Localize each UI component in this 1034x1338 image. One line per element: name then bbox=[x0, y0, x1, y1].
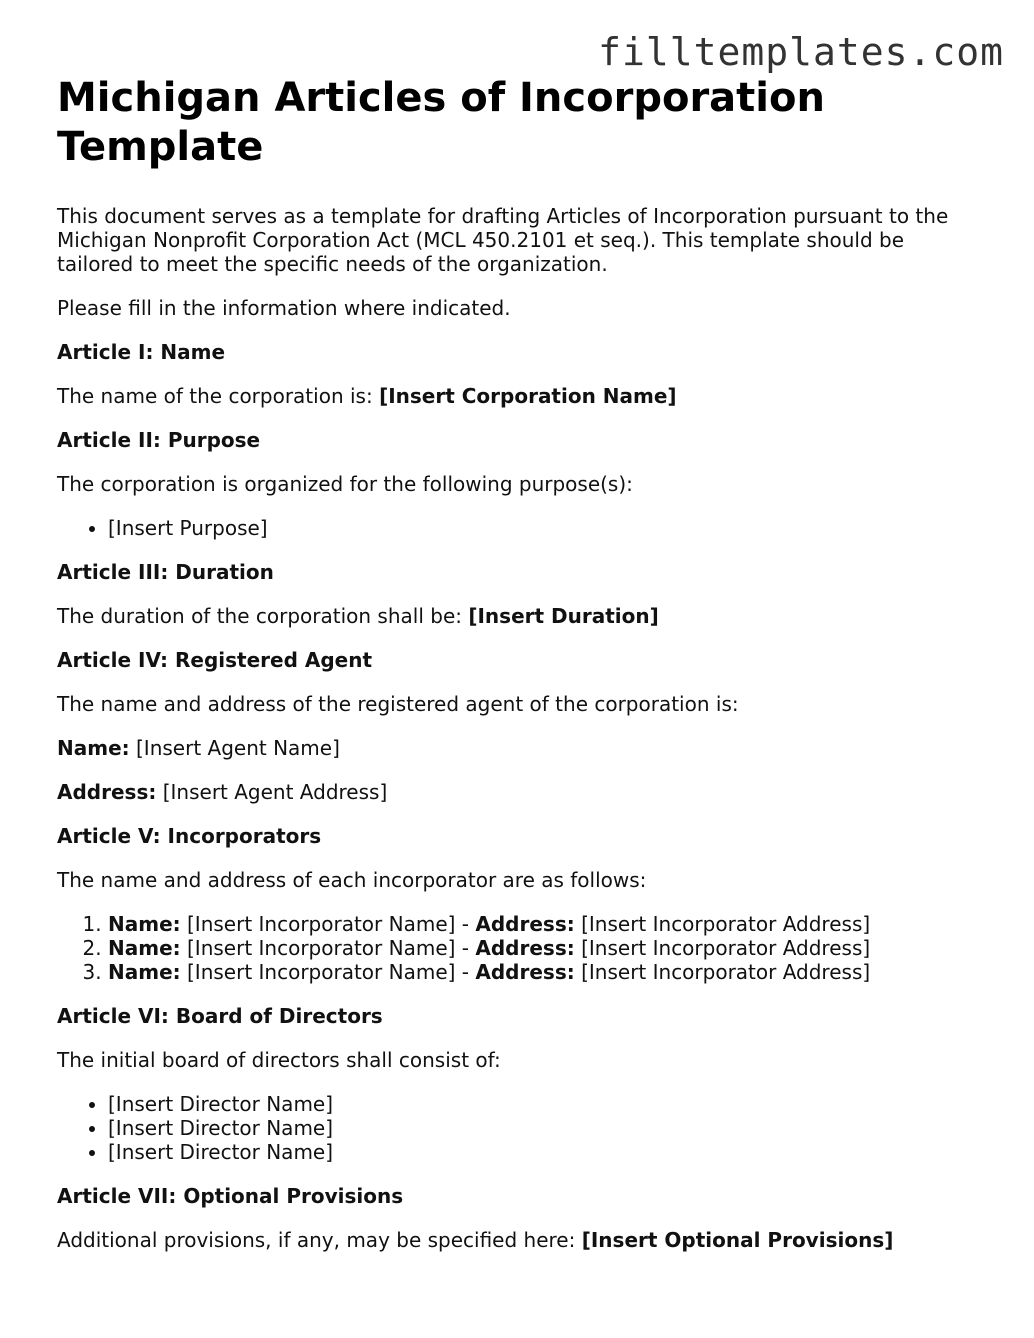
article-3-text: The duration of the corporation shall be: [Insert Duration] bbox=[57, 604, 659, 628]
list-item: 2. Name: [Insert Incorporator Name] - Address: [Insert Incorporator Address] bbox=[108, 936, 977, 960]
article-1-text: The name of the corporation is: [Insert Corporation Name] bbox=[57, 384, 677, 408]
agent-address-line bbox=[57, 780, 977, 804]
incorporator-list bbox=[57, 912, 977, 984]
list-item: • [Insert Purpose] bbox=[108, 516, 977, 540]
article-5-title: Article V: Incorporators bbox=[57, 824, 322, 848]
article-3-placeholder: [Insert Duration] bbox=[468, 604, 659, 628]
list-item: • [Insert Director Name] bbox=[108, 1140, 977, 1164]
list-item: 1. Name: [Insert Incorporator Name] - Address: [Insert Incorporator Address] bbox=[108, 912, 977, 936]
article-4-text: The name and address of the registered agent of the corporation is: bbox=[57, 692, 739, 716]
list-item: • [Insert Director Name] bbox=[108, 1092, 977, 1116]
article-4-title: Article IV: Registered Agent bbox=[57, 648, 373, 672]
article-6-title: Article VI: Board of Directors bbox=[57, 1004, 383, 1028]
article-1-title: Article I: Name bbox=[57, 340, 226, 364]
intro-paragraph: This document serves as a template for drafting Articles of Incorporation pursuant to the Michigan Nonprofit Corporation Act (MCL 450.2101 et seq.). This template should be tailored to meet the specific needs of the organization. bbox=[57, 204, 949, 276]
article-6-text: The initial board of directors shall consist of: bbox=[57, 1048, 501, 1072]
watermark: filltemplates.com bbox=[598, 30, 1004, 74]
article-7-placeholder: [Insert Optional Provisions] bbox=[581, 1228, 894, 1252]
director-list bbox=[57, 1092, 977, 1164]
article-7-title: Article VII: Optional Provisions bbox=[57, 1184, 404, 1208]
article-2-title: Article II: Purpose bbox=[57, 428, 261, 452]
article-3-title: Article III: Duration bbox=[57, 560, 274, 584]
agent-name-line bbox=[57, 736, 977, 760]
instruction-paragraph: Please fill in the information where indicated. bbox=[57, 296, 511, 320]
purpose-list bbox=[57, 516, 977, 540]
agent-address-value: [Insert Agent Address] bbox=[156, 780, 388, 804]
list-item: • [Insert Director Name] bbox=[108, 1116, 977, 1140]
document-page bbox=[57, 74, 977, 1272]
article-1-placeholder: [Insert Corporation Name] bbox=[379, 384, 677, 408]
article-5-text: The name and address of each incorporator are as follows: bbox=[57, 868, 647, 892]
list-item: 3. Name: [Insert Incorporator Name] - Address: [Insert Incorporator Address] bbox=[108, 960, 977, 984]
page-title: Michigan Articles of Incorporation Template bbox=[57, 75, 825, 170]
agent-address-label: Address: bbox=[57, 780, 157, 804]
article-7-text: Additional provisions, if any, may be specified here: [Insert Optional Provisions] bbox=[57, 1228, 894, 1252]
article-2-text: The corporation is organized for the following purpose(s): bbox=[57, 472, 633, 496]
agent-name-value: [Insert Agent Name] bbox=[129, 736, 340, 760]
agent-name-label: Name: bbox=[57, 736, 130, 760]
